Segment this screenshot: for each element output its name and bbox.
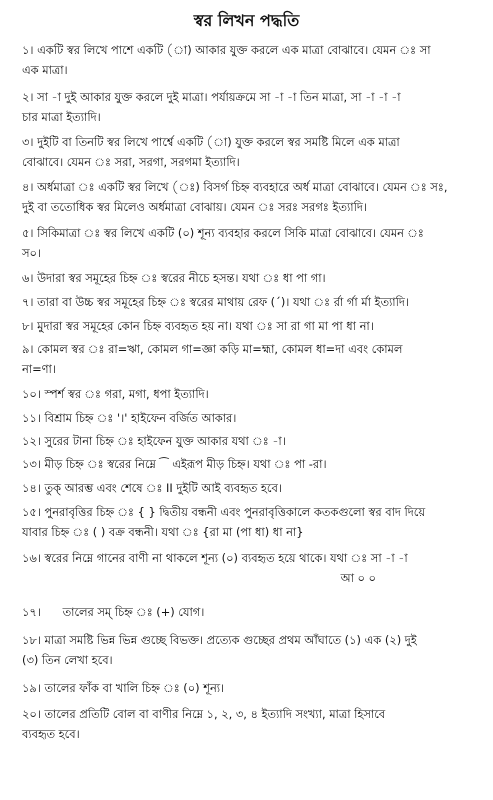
rule-line: ২। সা -া দুই আকার যুক্ত করলে দুই মাত্রা। পর্যায়ক্রমে সা -া -া তিন মাত্রা, সা -া -া -া	[22, 90, 401, 104]
rule-line: ৭। তারা বা উচ্চ স্বর সমূহের চিহ্ন ঃ স্বরের মাথায় রেফ (´)। যথা ঃ র্রা র্গা র্মা ইত্যাদি।	[22, 295, 409, 309]
rule-5	[22, 223, 487, 263]
rule-line: ১২। সুরের টানা চিহ্ন ঃ হাইফেন যুক্ত আকার যথা ঃ -া।	[22, 434, 286, 448]
rule-continuation: স০।	[22, 246, 42, 260]
rule-line: ৬। উদারা স্বর সমূহের চিহ্ন ঃ স্বরের নীচে হসন্ত। যথা ঃ ধা পা গা।	[22, 271, 326, 285]
rule-line: ৮। মুদারা স্বর সমূহের কোন চিহ্ন ব্যবহৃত হয় না। যথা ঃ সা রা গা মা পা ধা না।	[22, 319, 374, 333]
rule-line: ২০। তালের প্রতিটি বোল বা বাণীর নিম্নে ১, ২, ৩, ৪ ইত্যাদি সংখ্যা, মাত্রা হিসাবে	[22, 707, 386, 721]
rule-line: ১৪। তুক্ আরম্ভ এবং শেষে ঃ II দুইটি আই ব্যবহৃত হবে।	[22, 481, 282, 495]
rule-2	[22, 87, 487, 127]
rule-line: ৪। অর্ধমাত্রা ঃ একটি স্বর লিখে (ঃ) বিসর্গ চিহ্ন ব্যবহারে অর্ধ মাত্রা বোঝাবে। যেমন ঃ সঃ,	[22, 180, 448, 194]
rule-7	[22, 292, 487, 312]
rule-19	[22, 678, 487, 698]
rule-6	[22, 268, 487, 288]
rule-line: ১৩। মীড় চিহ্ন ঃ স্বরের নিম্নে ⁀ এইরূপ মীড় চিহ্ন। যথা ঃ পা -রা।	[22, 457, 327, 471]
rule-continuation: না=ণা।	[22, 362, 56, 376]
rule-line: ১৮। মাত্রা সমষ্টি ভিন্ন ভিন্ন গুচ্ছে বিভক্ত। প্রত্যেক গুচ্ছের প্রথম আঁঘাতে (১) এক (২) দুই	[22, 633, 417, 647]
rule-9	[22, 339, 487, 379]
rule-4	[22, 177, 487, 217]
rule-line: ১। একটি স্বর লিখে পাশে একটি (া) আকার যুক্ত করলে এক মাত্রা বোঝাবে। যেমন ঃ সা	[22, 43, 431, 57]
rule-8	[22, 316, 487, 336]
rule-line: ১০। স্পর্শ স্বর ঃ গরা, মগা, ধপা ইত্যাদি।	[22, 387, 209, 401]
rule-line: ১৭। তালের সম্ চিহ্ন ঃ (+) যোগ।	[22, 605, 205, 619]
rule-continuation: আ ০ ০	[22, 571, 376, 585]
rule-line: ১১। বিশ্রাম চিহ্ন ঃ '।' হাইফেন বর্জিত আকার।	[22, 411, 237, 425]
rule-16	[22, 548, 487, 588]
rule-line: ৩। দুইটি বা তিনটি স্বর লিখে পার্শ্বে একটি (া) যুক্ত করলে স্বর সমষ্টি মিলে এক মাত্রা	[22, 135, 400, 149]
rule-3	[22, 132, 487, 172]
rule-line: ৫। সিকিমাত্রা ঃ স্বর লিখে একটি (০) শূন্য ব্যবহার করলে সিকি মাত্রা বোঝাবে। যেমন ঃ	[22, 226, 424, 240]
rule-17	[22, 602, 487, 622]
rule-continuation: ব্যবহৃত হবে।	[22, 727, 80, 741]
rule-1	[22, 40, 487, 80]
rule-line: ১৬। স্বরের নিম্নে গানের বাণী না থাকলে শূন্য (০) ব্যবহৃত হয়ে থাকে। যথা ঃ সা -া -া	[22, 551, 408, 565]
rule-continuation: চার মাত্রা ইত্যাদি।	[22, 110, 101, 124]
page-title: স্বর লিখন পদ্ধতি	[193, 11, 300, 30]
rule-13	[22, 454, 487, 474]
rule-continuation: বোঝাবে। যেমন ঃ সরা, সরগা, সরগমা ইত্যাদি।	[22, 155, 240, 169]
rule-20	[22, 704, 487, 744]
rule-line: ৯। কোমল স্বর ঃ রা=ঋা, কোমল গা=জ্ঞা কড়ি মা=হ্মা, কোমল ধা=দা এবং কোমল	[22, 342, 403, 356]
rule-12	[22, 431, 487, 451]
rule-18	[22, 630, 487, 670]
rule-10	[22, 384, 487, 404]
rule-15	[22, 502, 487, 542]
rule-continuation: এক মাত্রা।	[22, 63, 68, 77]
rule-continuation: (৩) তিন লেখা হবে।	[22, 653, 113, 667]
rule-11	[22, 408, 487, 428]
rule-line: ১৫। পুনরাবৃত্তির চিহ্ন ঃ { } দ্বিতীয় বন্ধনী এবং পুনরাবৃত্তিকালে কতকগুলো স্বর বাদ দিয়ে	[22, 505, 426, 519]
rule-line: ১৯। তালের ফাঁক বা খালি চিহ্ন ঃ (০) শূন্য।	[22, 681, 225, 695]
rule-continuation: দুই বা ততোধিক স্বর মিলেও অর্ধমাত্রা বোঝায়। যেমন ঃ সরঃ সরগঃ ইত্যাদি।	[22, 200, 367, 214]
rule-14	[22, 478, 487, 498]
rule-continuation: যাবার চিহ্ন ঃ ( ) বক্র বন্ধনী। যথা ঃ {রা মা (পা ধা) ধা না}	[22, 525, 304, 539]
